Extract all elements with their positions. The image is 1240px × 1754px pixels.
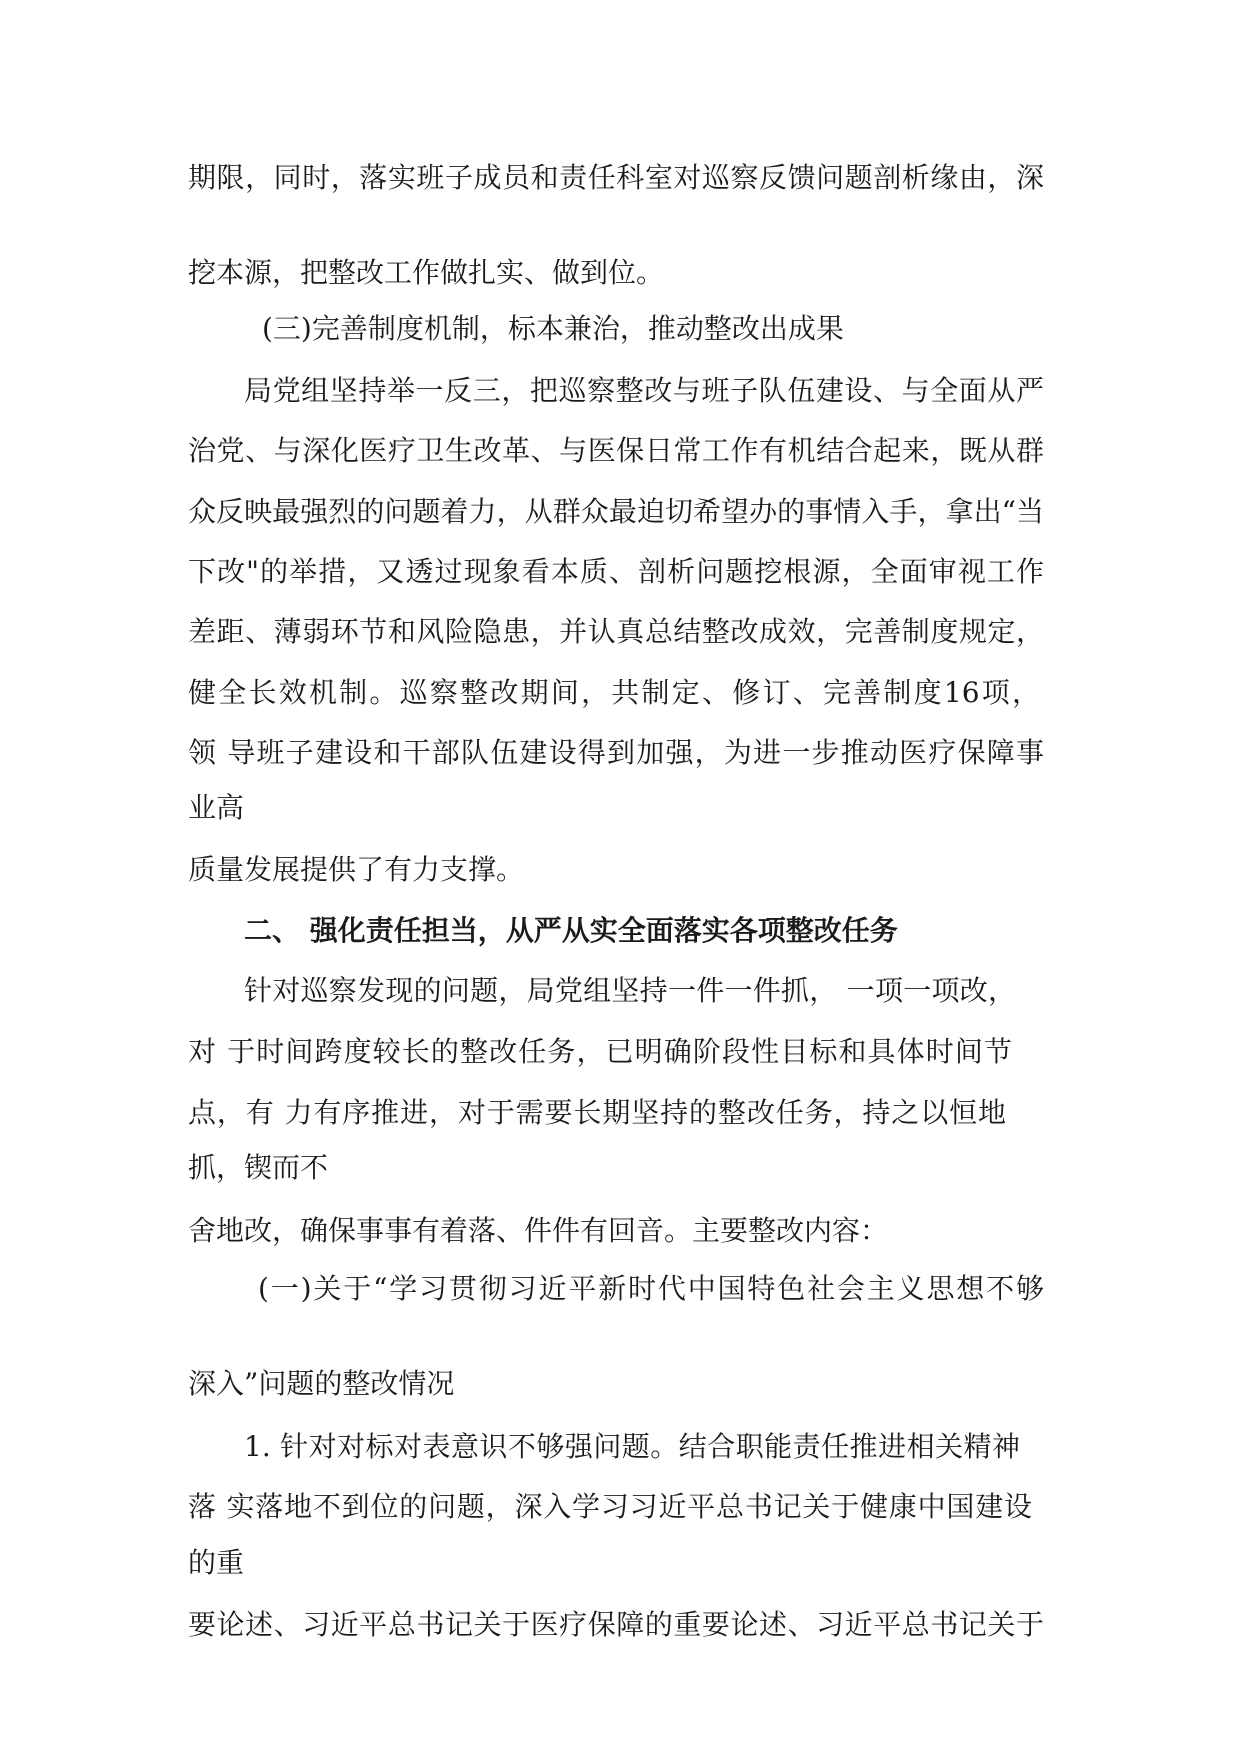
paragraph-line: 要论述、习近平总书记关于医疗保障的重要论述、习近平总书记关于	[188, 1608, 1044, 1641]
paragraph-line: 领 导班子建设和干部队伍建设得到加强，为进一步推动医疗保障事	[188, 736, 1044, 769]
paragraph-line: 治党、与深化医疗卫生改革、与医保日常工作有机结合起来，既从群	[188, 434, 1044, 467]
paragraph-line: 业高	[188, 791, 245, 824]
paragraph-line: 针对巡察发现的问题，局党组坚持一件一件抓， 一项一项改，	[244, 974, 1016, 1007]
section-heading: 深入”问题的整改情况	[188, 1367, 455, 1400]
paragraph-line: 落 实落地不到位的问题，深入学习习近平总书记关于健康中国建设	[188, 1490, 1032, 1523]
section-heading: (一)关于“学习贯彻习近平新时代中国特色社会主义思想不够	[258, 1272, 1044, 1305]
paragraph-line: 局党组坚持举一反三，把巡察整改与班子队伍建设、与全面从严	[244, 374, 1044, 407]
paragraph-line: 1. 针对对标对表意识不够强问题。结合职能责任推进相关精神	[244, 1430, 1020, 1463]
paragraph-line: 下改"的举措，又透过现象看本质、剖析问题挖根源，全面审视工作	[188, 555, 1044, 588]
paragraph-line: 挖本源，把整改工作做扎实、做到位。	[188, 256, 665, 289]
paragraph-line: 的重	[188, 1546, 245, 1579]
section-heading: (三)完善制度机制，标本兼治，推动整改出成果	[262, 312, 844, 345]
paragraph-line: 质量发展提供了有力支撑。	[188, 853, 525, 886]
chapter-heading: 二、 强化责任担当，从严从实全面落实各项整改任务	[244, 914, 898, 947]
paragraph-line: 健全长效机制。巡察整改期间，共制定、修订、完善制度16项，	[188, 676, 1040, 709]
paragraph-line: 舍地改，确保事事有着落、件件有回音。主要整改内容：	[188, 1214, 889, 1247]
paragraph-line: 差距、薄弱环节和风险隐患，并认真总结整改成效，完善制度规定，	[188, 615, 1044, 648]
paragraph-line: 对 于时间跨度较长的整改任务，已明确阶段性目标和具体时间节	[188, 1035, 1012, 1068]
paragraph-line: 众反映最强烈的问题着力，从群众最迫切希望办的事情入手，拿出“当	[188, 495, 1044, 528]
paragraph-line: 抓，锲而不	[188, 1151, 329, 1184]
paragraph-line: 点，有 力有序推进，对于需要长期坚持的整改任务，持之以恒地	[188, 1096, 1006, 1129]
paragraph-line: 期限，同时，落实班子成员和责任科室对巡察反馈问题剖析缘由，深	[188, 161, 1044, 194]
